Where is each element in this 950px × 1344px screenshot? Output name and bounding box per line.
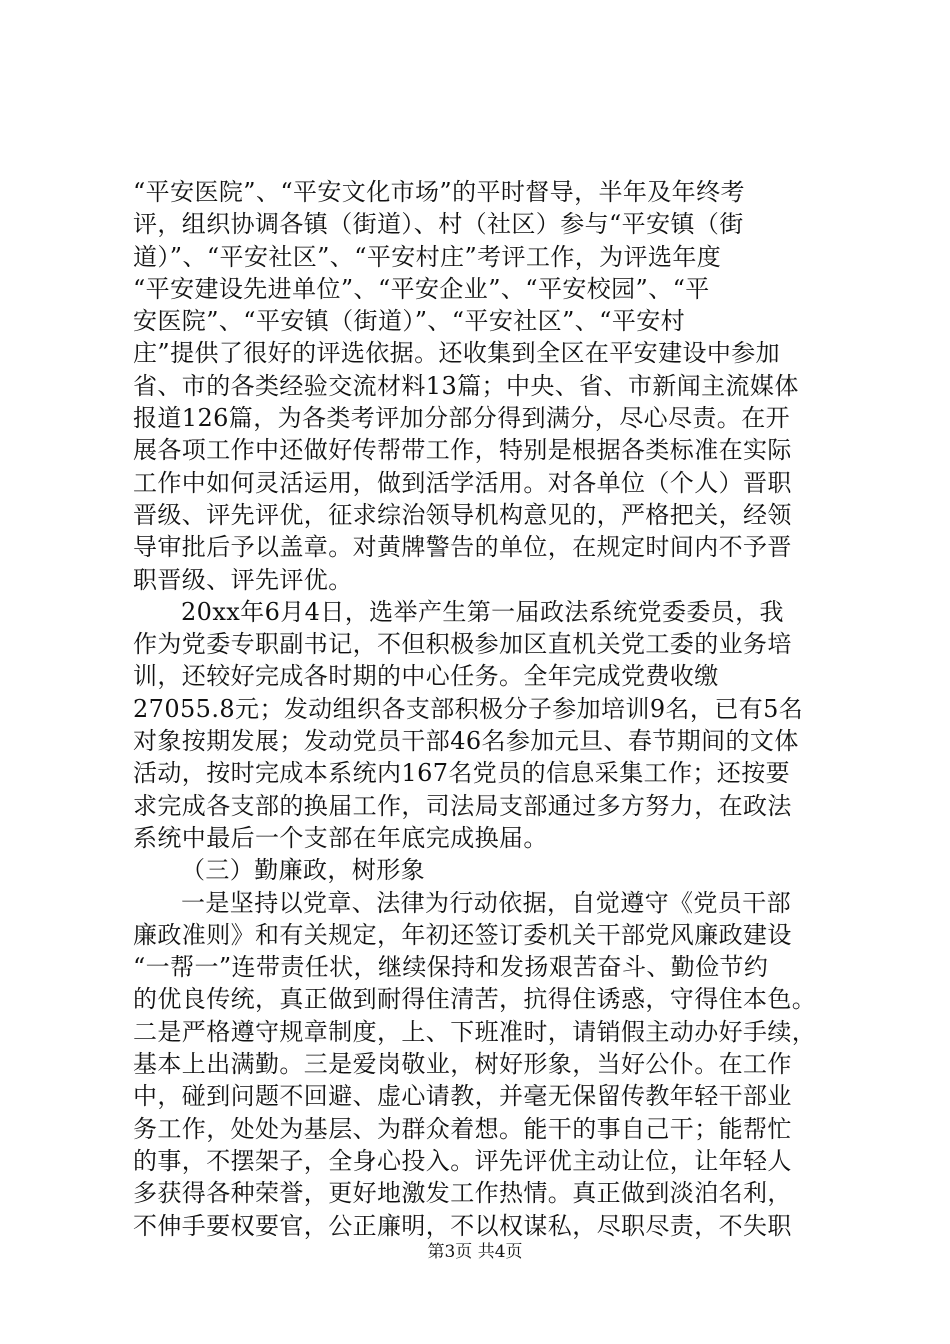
text-line: 活动，按时完成本系统内167名党员的信息采集工作；还按要 xyxy=(133,759,791,788)
text-line: 报道126篇，为各类考评加分部分得到满分，尽心尽责。在开 xyxy=(133,404,791,433)
text-line: 多获得各种荣誉，更好地激发工作热情。真正做到淡泊名利， xyxy=(133,1179,792,1208)
text-line: 系统中最后一个支部在年底完成换届。 xyxy=(133,823,548,852)
page-number-footer: 第3页 共4页 xyxy=(427,1242,523,1262)
text-line: 导审批后予以盖章。对黄牌警告的单位，在规定时间内不予晋 xyxy=(133,533,792,562)
text-line: 27055.8元；发动组织各支部积极分子参加培训9名，已有5名 xyxy=(133,694,804,723)
text-line: 晋级、评先评优，征求综治领导机构意见的，严格把关，经领 xyxy=(133,500,792,529)
text-line: “平安建设先进单位”、“平安企业”、“平安校园”、“平 xyxy=(133,274,710,303)
text-line: 务工作，处处为基层、为群众着想。能干的事自己干；能帮忙 xyxy=(133,1114,792,1143)
text-line: 职晋级、评先评优。 xyxy=(133,565,353,594)
text-line: 中，碰到问题不回避、虚心请教，并毫无保留传教年轻干部业 xyxy=(133,1082,792,1111)
body-text xyxy=(133,176,823,1242)
paragraph-start-line: 20xx年6月4日，选举产生第一届政法系统党委委员，我 xyxy=(181,597,784,626)
text-line: 的事，不摆架子，全身心投入。评先评优主动让位，让年轻人 xyxy=(133,1146,792,1175)
text-line: 省、市的各类经验交流材料13篇；中央、省、市新闻主流媒体 xyxy=(133,371,799,400)
section-heading: （三）勤廉政，树形象 xyxy=(181,856,425,885)
text-line: 的优良传统，真正做到耐得住清苦，抗得住诱惑，守得住本色。 xyxy=(133,985,817,1014)
text-line: 评，组织协调各镇（街道）、村（社区）参与“平安镇（街 xyxy=(133,210,744,239)
text-line: 安医院”、“平安镇（街道）”、“平安社区”、“平安村 xyxy=(133,307,686,336)
text-line: 不伸手要权要官，公正廉明，不以权谋私，尽职尽责，不失职 xyxy=(133,1211,792,1240)
text-line: 展各项工作中还做好传帮带工作，特别是根据各类标准在实际 xyxy=(133,436,792,465)
text-line: 训，还较好完成各时期的中心任务。全年完成党费收缴 xyxy=(133,662,719,691)
text-line: “平安医院”、“平安文化市场”的平时督导，半年及年终考 xyxy=(133,178,745,206)
text-line: 廉政准则》和有关规定，年初还签订委机关干部党风廉政建设 xyxy=(133,920,792,949)
text-line: 对象按期发展；发动党员干部46名参加元旦、春节期间的文体 xyxy=(133,727,799,756)
text-line: 工作中如何灵活运用，做到活学活用。对各单位（个人）晋职 xyxy=(133,468,792,497)
text-line: 求完成各支部的换届工作，司法局支部通过多方努力，在政法 xyxy=(133,791,792,820)
text-line: “一帮一”连带责任状，继续保持和发扬艰苦奋斗、勤俭节约 xyxy=(133,953,769,982)
text-line: 基本上出满勤。三是爱岗敬业，树好形象，当好公仆。在工作 xyxy=(133,1050,792,1079)
text-line: 作为党委专职副书记，不但积极参加区直机关党工委的业务培 xyxy=(133,630,792,659)
text-line: 二是严格遵守规章制度，上、下班准时，请销假主动办好手续， xyxy=(133,1017,817,1046)
text-line: 庄”提供了很好的评选依据。还收集到全区在平安建设中参加 xyxy=(133,339,781,368)
paragraph-start-line: 一是坚持以党章、法律为行动依据，自觉遵守《党员干部 xyxy=(181,888,791,917)
text-line: 道）”、“平安社区”、“平安村庄”考评工作，为评选年度 xyxy=(133,242,722,271)
